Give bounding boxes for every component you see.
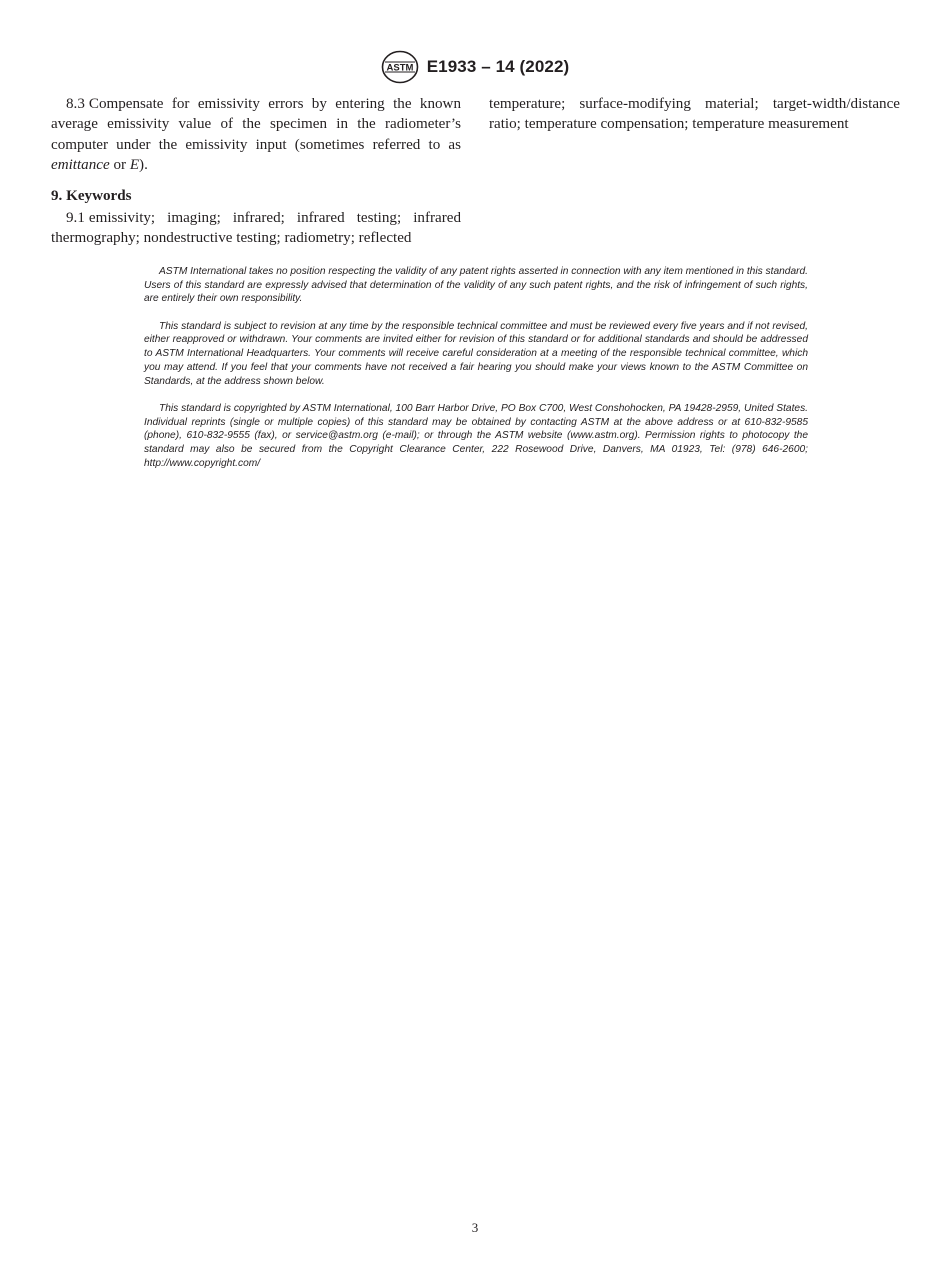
copyright-notice: This standard is copyrighted by ASTM International, 100 Barr Harbor Drive, PO Box C700, West Conshohocken, PA 19428-2959, United States. Individual reprints (single or multiple copies) of this standard may be obtained by contacting ASTM at the above address or at 610-832-9585 (phone), 610-832-9555 (fax), or service@astm.org (e-mail); or through the ASTM website (www.astm.org). Permission rights to photocopy the standard may also be secured from the Copyright Clearance Center, 222 Rosewood Drive, Danvers, MA 01923, Tel: (978) 646-2600; http://www.copyright.com/ — [144, 402, 808, 469]
page-number: 3 — [471, 1220, 479, 1235]
paragraph-text-end: ). — [139, 157, 148, 174]
paragraph-9-1 — [51, 208, 461, 249]
paragraph-text-or: or — [109, 157, 130, 174]
keywords-text: emissivity; imaging; infrared; infrared testing; infrared thermography; nondestructive testing; radiometry; reflected — [51, 210, 461, 247]
astm-logo-icon — [381, 50, 419, 84]
paragraph-number: 9.1 — [66, 210, 85, 227]
patent-notice: ASTM International takes no position respecting the validity of any patent rights asserted in connection with any item mentioned in this standard. Users of this standard are expressly advised that determination of the validity of any such patent rights, and the risk of infringement of such rights, are entirely their own responsibility. — [144, 266, 808, 305]
right-column — [489, 94, 900, 135]
astm-notices — [144, 265, 808, 484]
term-emittance: emittance — [51, 157, 110, 174]
paragraph-number: 8.3 — [66, 96, 85, 112]
standard-designation: E1933 – 14 (2022) — [426, 57, 570, 76]
paragraph-9-1-continued: temperature; surface-modifying material; target-width/distance ratio; temperature compensation; temperature measurement — [489, 96, 900, 133]
paragraph-text: Compensate for emissivity errors by entering the known average emissivity value of the specimen in the radiometer’s computer under the emissivity input (sometimes referred to as — [51, 96, 461, 153]
term-e: E — [129, 157, 140, 174]
revision-notice: This standard is subject to revision at any time by the responsible technical committee and must be reviewed every five years and if not revised, either reapproved or withdrawn. Your comments are invited either for revision of this standard or for additional standards and should be addressed to ASTM International Headquarters. Your comments will receive careful consideration at a meeting of the responsible technical committee, which you may attend. If you feel that your comments have not received a fair hearing you should make your views known to the ASTM Committee on Standards, at the address shown below. — [144, 320, 808, 387]
page-header — [0, 50, 950, 84]
left-column — [51, 94, 461, 249]
svg-text:ASTM: ASTM — [386, 62, 414, 74]
section-heading-keywords: 9. Keywords — [51, 187, 132, 204]
paragraph-8-3 — [51, 94, 461, 176]
